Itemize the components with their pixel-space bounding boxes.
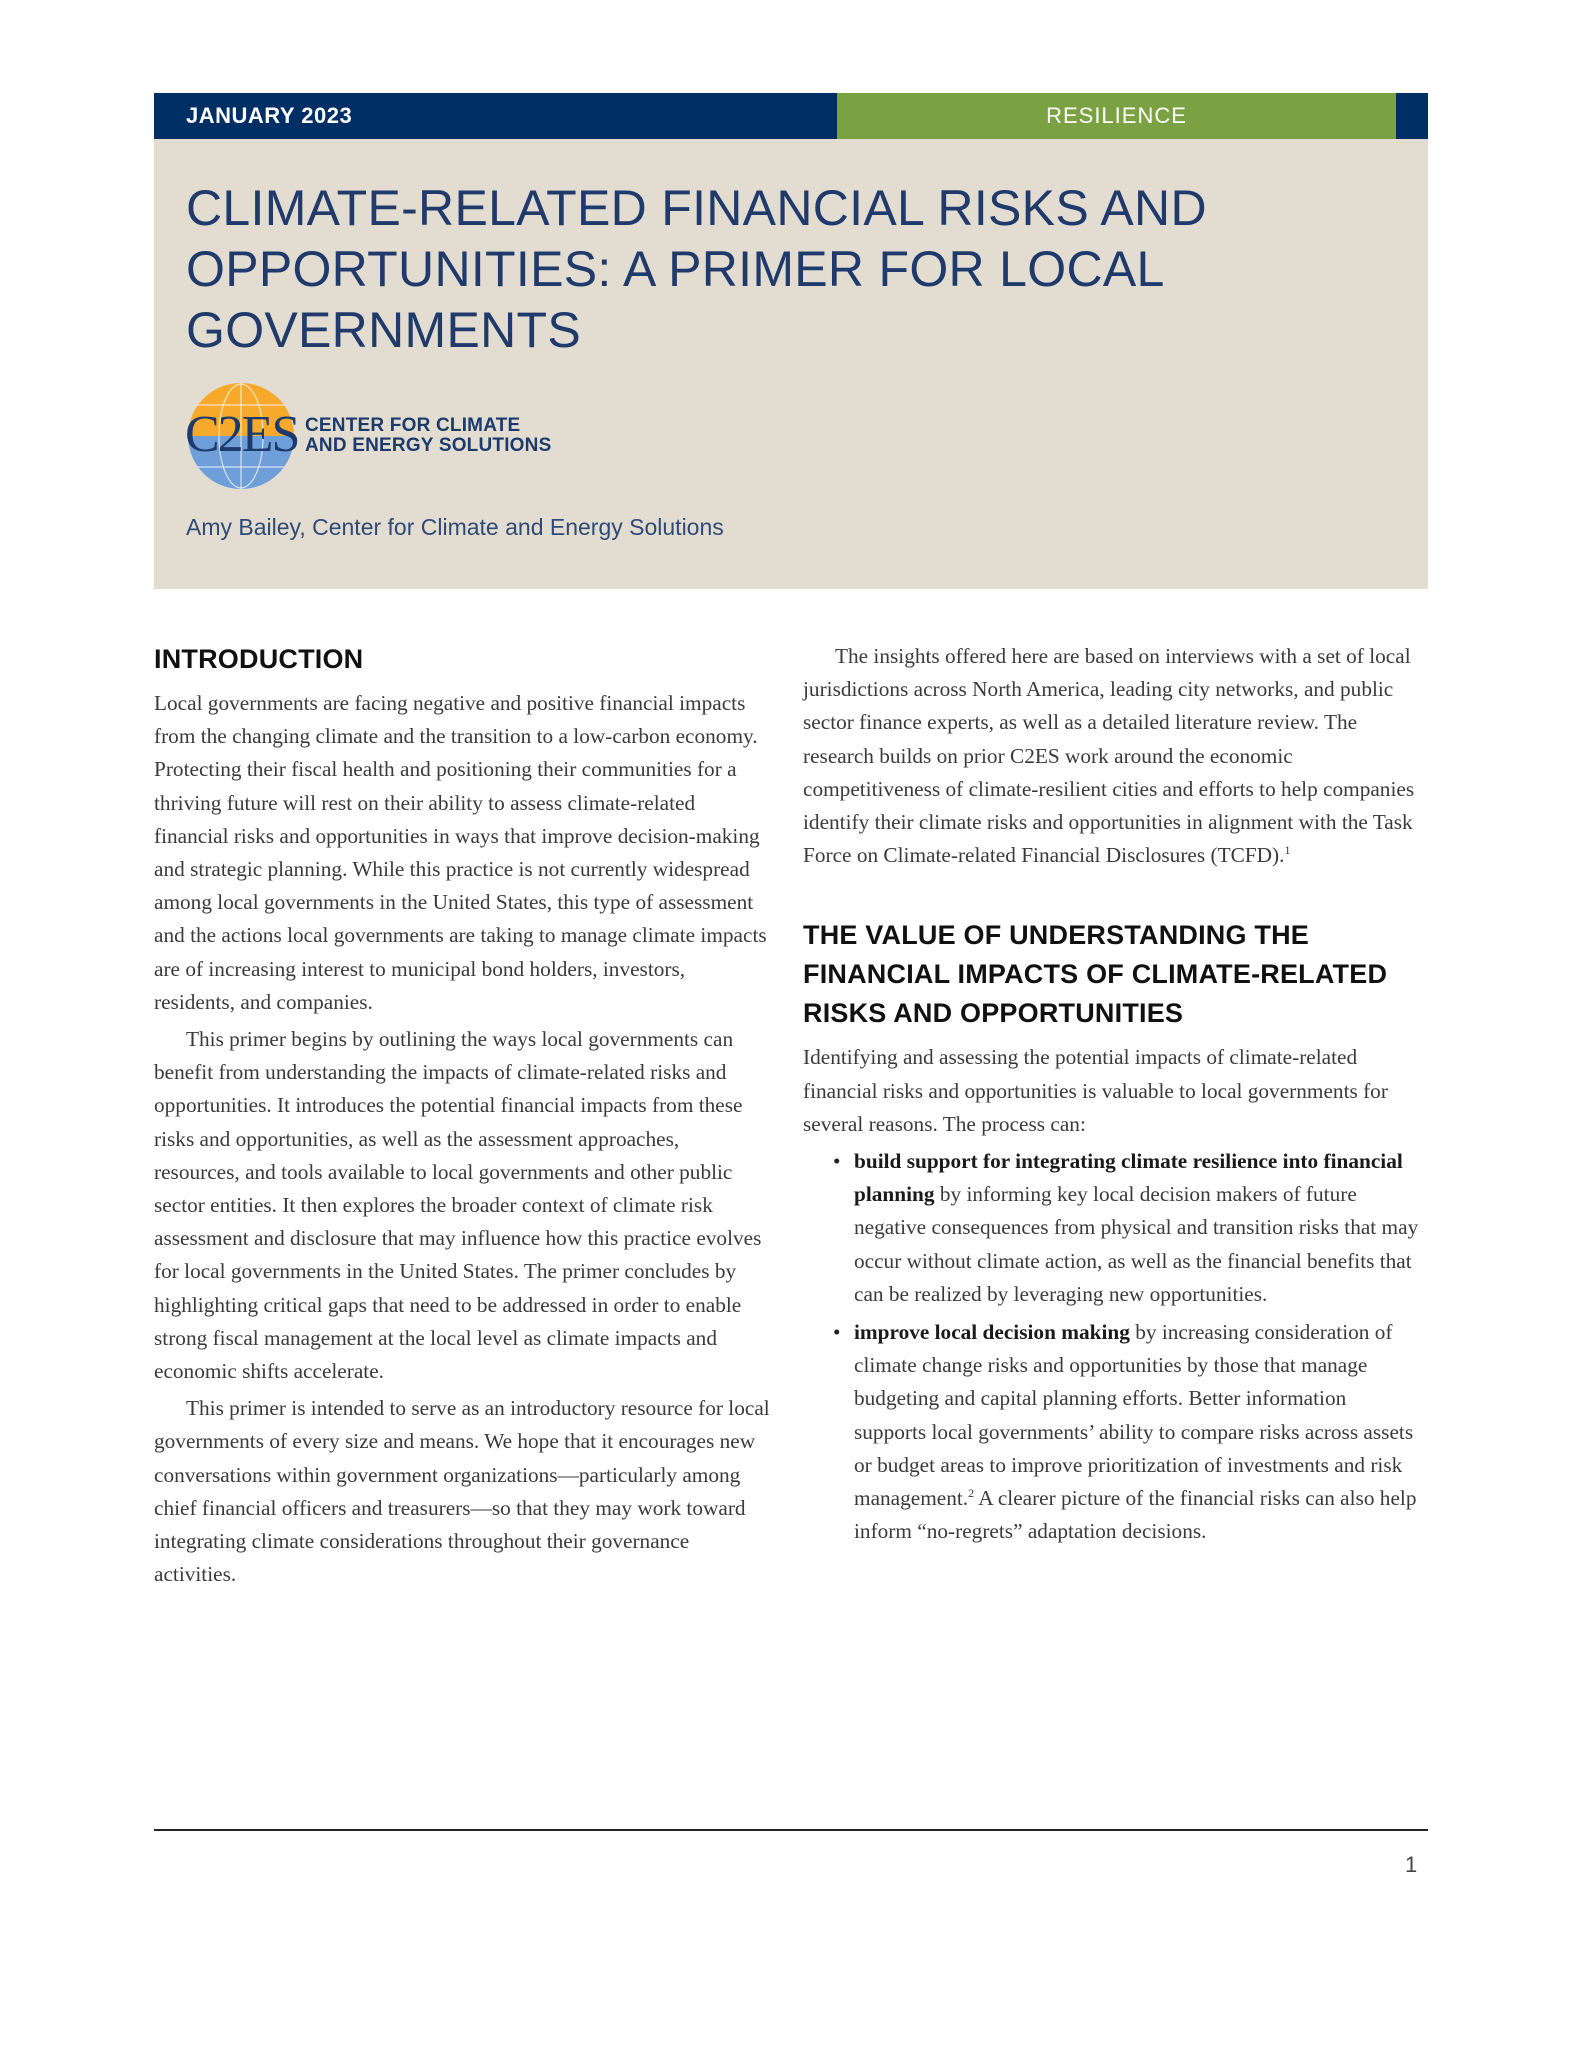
list-item [833, 1316, 1423, 1548]
footnote-ref-2[interactable]: 2 [968, 1485, 975, 1500]
topic-label: RESILIENCE [837, 93, 1396, 139]
left-column [154, 640, 770, 1591]
logo-org-line2: AND ENERGY SOLUTIONS [305, 435, 552, 456]
value-section-heading: THE VALUE OF UNDERSTANDING THE FINANCIAL IMPACTS OF CLIMATE-RELATED RISKS AND OPPORTUNITIES [803, 920, 1388, 1029]
page-title: CLIMATE-RELATED FINANCIAL RISKS AND OPPORTUNITIES: A PRIMER FOR LOCAL GOVERNMENTS [186, 180, 1207, 358]
logo-org-line1: CENTER FOR CLIMATE [305, 415, 521, 436]
header-bar [154, 93, 1428, 139]
bullet-text: by increasing consideration of climate change risks and opportunities by those that manage budgeting and capital planning efforts. Better information supports local governments’ ability to compare risks across assets or budget areas to improve prioritization of investments and risk management. [854, 1320, 1414, 1511]
footer-divider [154, 1829, 1428, 1831]
bullet-bold-lead: build support for integrating climate resilience into financial planning [854, 1149, 1403, 1207]
right-column [803, 640, 1423, 1553]
list-item [833, 1145, 1423, 1311]
value-section-intro: Identifying and assessing the potential impacts of climate-related financial risks and opportunities is valuable to local governments for several reasons. The process can: [803, 1045, 1388, 1136]
author-line: Amy Bailey, Center for Climate and Energy Solutions [186, 514, 724, 540]
insights-text: The insights offered here are based on interviews with a set of local jurisdictions across North America, leading city networks, and public sector finance experts, as well as a detailed literature review. The research builds on prior C2ES work around the economic competitiveness of climate-resilient cities and efforts to help companies identify their climate risks and opportunities in alignment with the Task Force on Climate-related Financial Disclosures (TCFD). [803, 644, 1415, 868]
logo-mark: C2ES [185, 406, 299, 463]
header-accent-block [1396, 93, 1428, 139]
footnote-ref-1[interactable]: 1 [1284, 843, 1291, 858]
bullet-bold-lead: improve local decision making [854, 1320, 1130, 1345]
publication-date: JANUARY 2023 [154, 93, 837, 139]
value-bullet-list [833, 1145, 1423, 1548]
intro-paragraph-1: Local governments are facing negative and positive financial impacts from the changing climate and the transition to a low-carbon economy. Protecting their fiscal health and positioning their communities for a thriving future will rest on their ability to assess climate-related financial risks and opportunities in ways that improve decision-making and strategic planning. While this practice is not currently widespread among local governments in the United States, this type of assessment and the actions local governments are taking to manage climate impacts are of increasing interest to municipal bond holders, investors, residents, and companies. [154, 691, 767, 1014]
logo-org-name [305, 416, 551, 456]
bullet-text: by informing key local decision makers of future negative consequences from physical and transition risks that may occur without climate action, as well as the financial benefits that can be realized by leveraging new opportunities. [854, 1182, 1419, 1306]
introduction-heading: INTRODUCTION [154, 644, 364, 674]
insights-paragraph [803, 640, 1423, 872]
intro-paragraph-3: This primer is intended to serve as an introductory resource for local governments of every size and means. We hope that it encourages new conversations within government organizations—particularly among chief financial officers and treasurers—so that they may work toward integrating climate considerations throughout their governance activities. [154, 1396, 770, 1587]
c2es-logo [185, 383, 608, 489]
intro-paragraph-2: This primer begins by outlining the ways local governments can benefit from understanding the impacts of climate-related risks and opportunities. It introduces the potential financial impacts from these risks and opportunities, as well as the assessment approaches, resources, and tools available to local governments and other public sector entities. It then explores the broader context of climate risk assessment and disclosure that may influence how this practice evolves for local governments in the United States. The primer concludes by highlighting critical gaps that need to be addressed in order to enable strong fiscal management at the local level as climate impacts and economic shifts accelerate. [154, 1027, 762, 1384]
bullet-text-continued: A clearer picture of the financial risks can also help inform “no-regrets” adaptation decisions. [854, 1486, 1417, 1544]
page-number: 1 [1405, 1852, 1418, 1877]
